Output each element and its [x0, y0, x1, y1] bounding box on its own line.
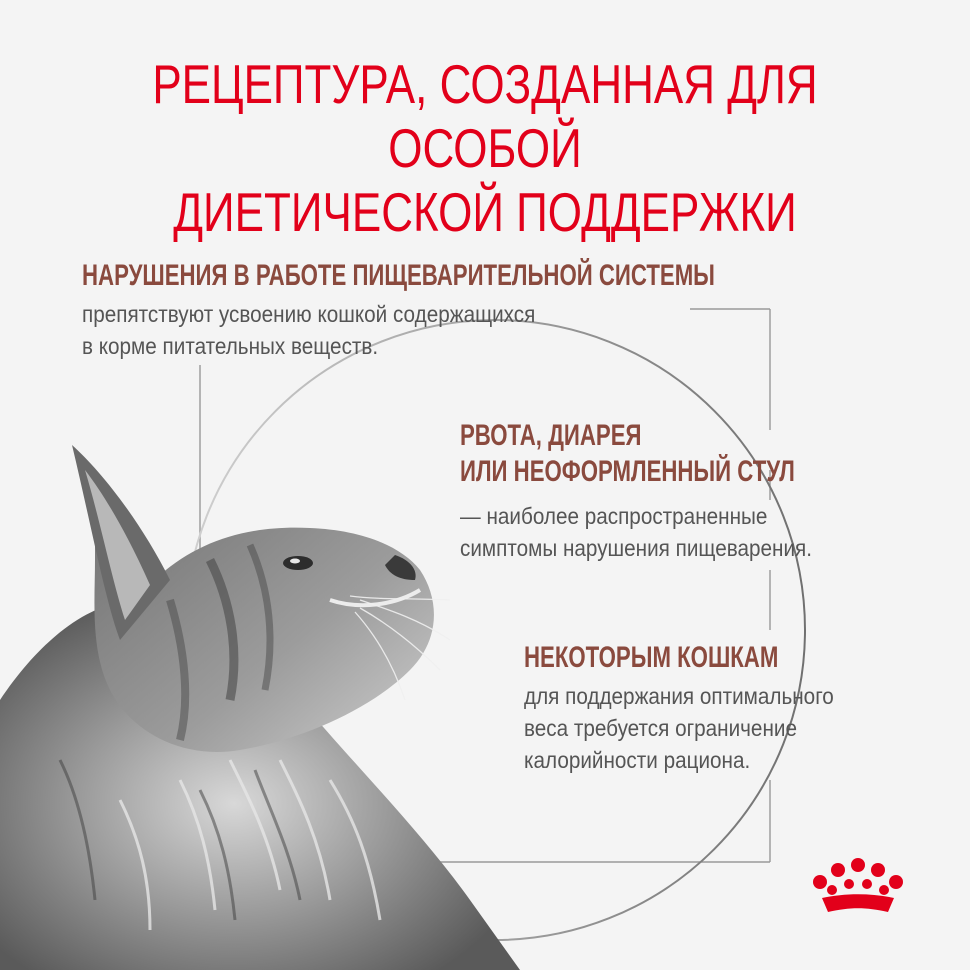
text-line: калорийности рациона.	[524, 747, 751, 773]
text-line: веса требуется ограничение	[524, 715, 797, 741]
block-weight-heading	[524, 640, 778, 676]
text-line: в корме питательных веществ.	[82, 333, 379, 359]
block-digestion-text	[82, 298, 535, 362]
heading-line: ИЛИ НЕОФОРМЛЕННЫЙ СТУЛ	[460, 455, 795, 488]
text-line: для поддержания оптимального	[524, 683, 834, 709]
cat-photo	[0, 445, 520, 970]
text-line: — наиболее распространенные	[460, 503, 768, 529]
crown-logo-icon	[813, 858, 903, 912]
page-title-line-1: РЕЦЕПТУРА, СОЗДАННАЯ ДЛЯ ОСОБОЙ	[152, 53, 818, 179]
block-digestion-heading	[82, 258, 715, 294]
heading-line: НЕКОТОРЫМ КОШКАМ	[524, 641, 779, 674]
heading-line: НАРУШЕНИЯ В РАБОТЕ ПИЩЕВАРИТЕЛЬНОЙ СИСТЕМЫ	[82, 259, 715, 292]
block-symptoms-text	[460, 500, 812, 564]
text-line: препятствуют усвоению кошкой содержащихся	[82, 301, 536, 327]
text-line: симптомы нарушения пищеварения.	[460, 535, 812, 561]
page-title-line-2: ДИЕТИЧЕСКОЙ ПОДДЕРЖКИ	[173, 181, 797, 243]
block-symptoms-heading	[460, 418, 795, 490]
heading-line: РВОТА, ДИАРЕЯ	[460, 419, 642, 452]
block-weight-text	[524, 680, 834, 776]
page-title	[97, 52, 873, 244]
